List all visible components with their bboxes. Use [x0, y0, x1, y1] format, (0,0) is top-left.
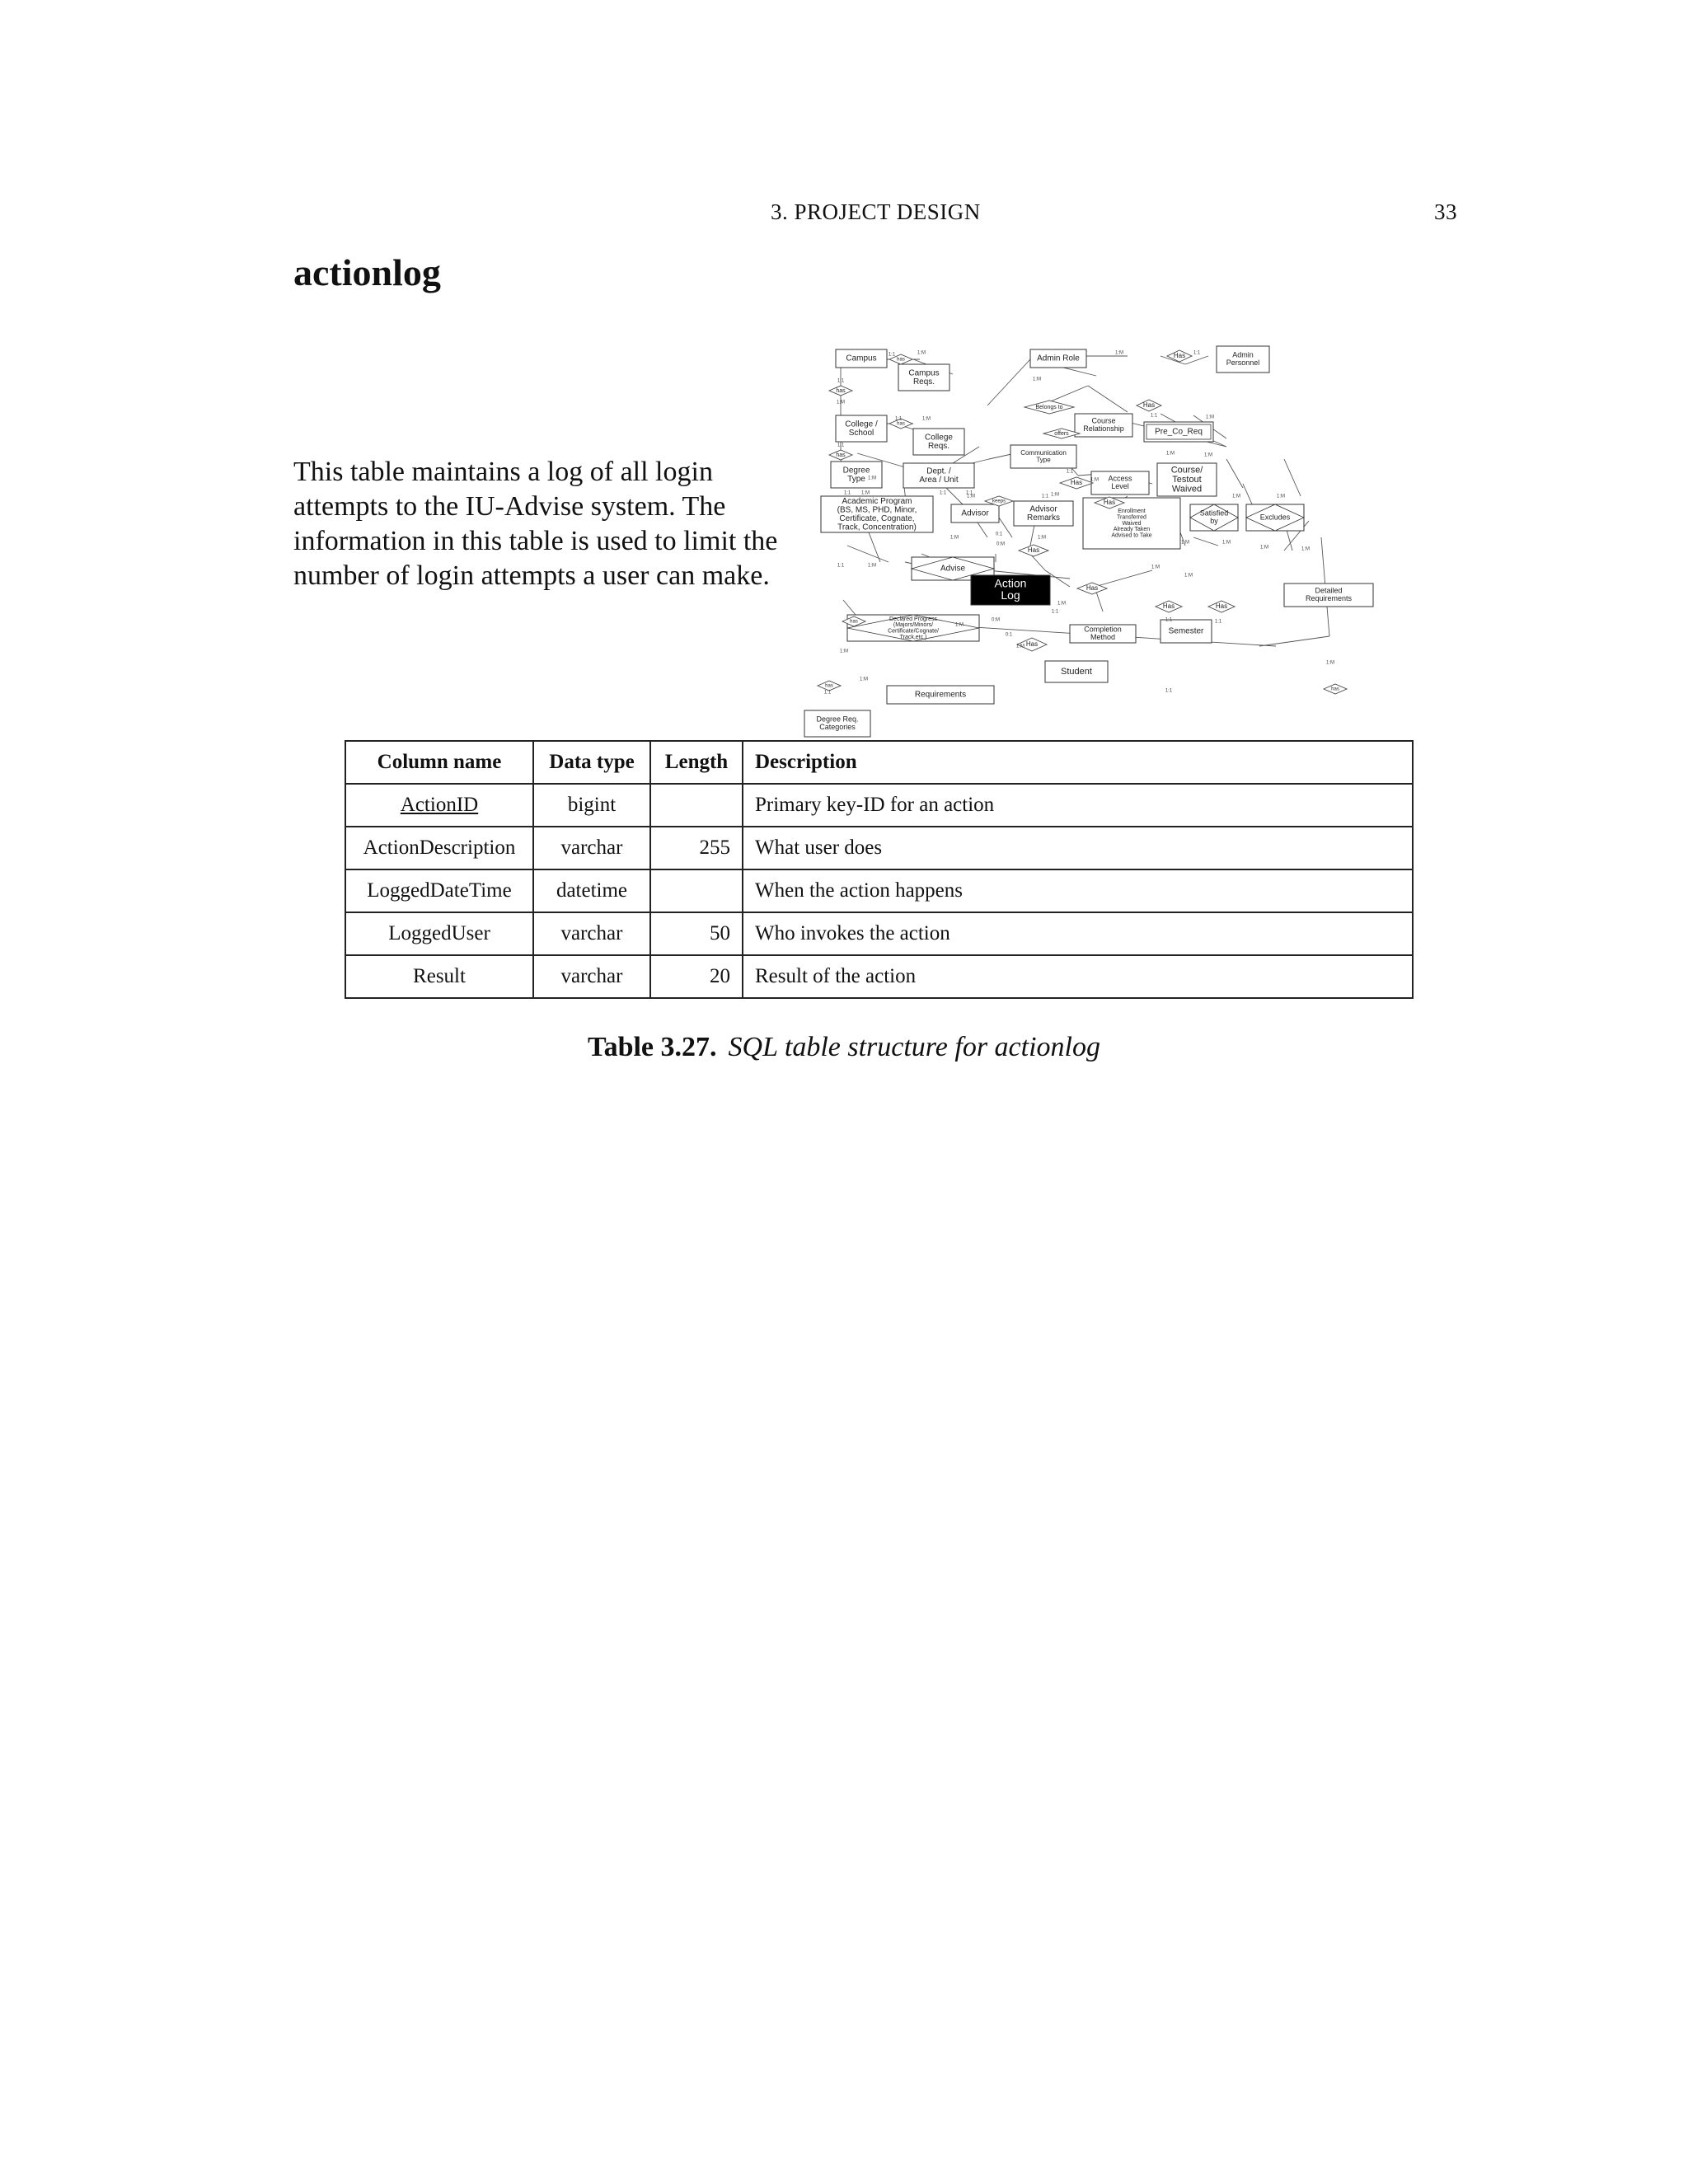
cell-column-name: LoggedDateTime: [345, 869, 533, 912]
table-row: [345, 869, 1413, 912]
cell-length: 50: [650, 912, 743, 955]
cardinality-label: 1:M: [839, 649, 849, 654]
cardinality-label: 1:M: [1032, 377, 1042, 382]
cardinality-label: 1:M: [867, 476, 877, 481]
entity-advisor-remarks-text: Remarks: [1026, 513, 1061, 523]
cardinality-label: 1:M: [954, 622, 964, 628]
cardinality-label: 1:M: [1221, 540, 1231, 546]
entity-student-text: Student: [1061, 666, 1092, 677]
cardinality-label: 1:1: [837, 378, 845, 384]
entity-degree-req-categories-text: Degree Req.: [816, 715, 859, 724]
table-header-row: [345, 741, 1413, 784]
entity-enrollment-box-text: Waived: [1122, 520, 1142, 527]
cardinality-label: 0:1: [1005, 632, 1013, 638]
entity-satisfied-by-text: Satisfied: [1199, 509, 1229, 518]
relationship-text: has: [850, 619, 858, 625]
cardinality-label: 1:M: [917, 350, 926, 356]
entity-requirements-text: Requirements: [914, 690, 967, 700]
connector-line: [987, 359, 1030, 405]
cell-data-type: varchar: [533, 955, 650, 998]
cardinality-label: 1:1: [1051, 609, 1059, 615]
cardinality-label: 1:M: [1090, 477, 1100, 483]
connector-line: [847, 546, 889, 562]
entity-course-testout-waived-text: Course/: [1170, 465, 1203, 476]
cardinality-label: 1:1: [837, 563, 845, 569]
cell-length: [650, 784, 743, 827]
cardinality-label: 1:1: [888, 352, 896, 358]
entity-dept-area-unit-text: Dept. /: [926, 466, 951, 476]
column-header-name: Column name: [345, 741, 533, 784]
connector-line: [1226, 459, 1243, 488]
page-number: 33: [1434, 199, 1457, 224]
column-header-description: Description: [743, 741, 1413, 784]
running-header: [0, 199, 1688, 232]
table-row: [345, 912, 1413, 955]
relationship-text: Has: [1103, 499, 1116, 507]
cardinality-label: 1:1: [843, 490, 851, 496]
entity-access-level-text: Level: [1111, 482, 1129, 491]
entity-admin-personnel-text: Personnel: [1226, 359, 1260, 368]
connector-line: [1088, 386, 1128, 412]
cardinality-label: 1:M: [1165, 451, 1175, 457]
relationship-text: has: [825, 683, 833, 689]
table-row: [345, 827, 1413, 869]
entity-degree-type-text: Type: [847, 474, 865, 484]
entity-academic-program-text: (BS, MS, PHD, Minor,: [837, 505, 917, 515]
cardinality-label: 1:M: [966, 494, 976, 499]
entity-pre-co-req-text: Pre_Co_Req: [1155, 427, 1203, 437]
entity-college-reqs-text: Reqs.: [927, 441, 950, 451]
entity-satisfied-by-text: by: [1210, 517, 1218, 526]
connector-line: [1193, 537, 1218, 546]
entity-semester-text: Semester: [1168, 626, 1204, 636]
cardinality-label: 1:M: [1015, 644, 1025, 649]
entity-declared-progress-text: Track,etc.): [899, 634, 927, 640]
cardinality-label: 1:1: [1066, 469, 1074, 475]
cell-data-type: datetime: [533, 869, 650, 912]
cardinality-label: 0:M: [996, 541, 1006, 547]
relationship-text: has: [836, 387, 846, 394]
cell-description: Primary key-ID for an action: [743, 784, 1413, 827]
cardinality-label: 1:M: [950, 535, 959, 541]
er-diagram: [798, 340, 1469, 740]
entity-degree-req-categories-text: Categories: [819, 723, 856, 732]
cardinality-label: 1:1: [1165, 617, 1173, 623]
cardinality-label: 1:M: [1151, 565, 1160, 570]
entity-declared-progress-text: (Majors/Minors/: [893, 622, 934, 629]
primary-key-name: ActionID: [400, 794, 479, 816]
entity-communication-type-text: Communication: [1020, 448, 1067, 457]
cell-column-name: LoggedUser: [345, 912, 533, 955]
cardinality-label: 1:1: [965, 490, 973, 496]
cardinality-label: 1:M: [1203, 452, 1213, 458]
cardinality-label: 1:M: [1184, 573, 1193, 579]
entity-enrollment-box-text: Enrollment: [1118, 509, 1146, 515]
cardinality-label: 1:1: [1150, 413, 1158, 419]
cardinality-label: 1:M: [1325, 660, 1335, 666]
relationship-text: Has: [1025, 640, 1039, 649]
section-title: actionlog: [293, 251, 441, 293]
cardinality-label: 1:M: [1301, 546, 1311, 552]
entity-detailed-requirements-text: Requirements: [1305, 594, 1353, 603]
cardinality-label: 1:1: [837, 443, 845, 448]
entity-enrollment-box-text: Already Taken: [1113, 527, 1151, 533]
cell-length: 20: [650, 955, 743, 998]
entity-campus-reqs-text: Reqs.: [912, 377, 935, 387]
entity-college-school-text: School: [848, 428, 874, 438]
cardinality-label: 1:M: [859, 677, 869, 682]
entity-course-relationship-text: Course: [1091, 416, 1116, 425]
entity-advise-text: Advise: [940, 564, 966, 574]
cell-column-name: ActionDescription: [345, 827, 533, 869]
entity-action-log-text: Action: [994, 576, 1027, 590]
cell-column-name: Result: [345, 955, 533, 998]
entity-degree-type-text: Degree: [842, 466, 870, 476]
relationship-text: Has: [1142, 401, 1156, 410]
connector-line: [1095, 570, 1152, 587]
cardinality-label: 1:M: [921, 416, 931, 422]
cardinality-label: 1:M: [1057, 601, 1067, 607]
entity-academic-program-text: Track, Concentration): [837, 523, 917, 532]
entity-declared-progress-text: Declared Progress: [889, 616, 937, 622]
cardinality-label: 1:M: [1114, 350, 1124, 356]
entity-campus-reqs-text: Campus: [908, 368, 940, 378]
caption-text: SQL table structure for actionlog: [728, 1032, 1100, 1062]
cardinality-label: 1:M: [860, 490, 870, 496]
entity-advisor-text: Advisor: [961, 509, 989, 518]
column-header-type: Data type: [533, 741, 650, 784]
relationship-text: Belongs to: [1035, 404, 1063, 410]
relationship-text: has: [897, 421, 905, 427]
cardinality-label: 0:M: [991, 617, 1001, 623]
relationship-text: keeps: [992, 499, 1006, 504]
cell-description: Result of the action: [743, 955, 1413, 998]
entity-academic-program-text: Academic Program: [842, 496, 912, 506]
relationship-text: Has: [1070, 479, 1083, 487]
sql-table: [345, 740, 1414, 999]
entity-course-relationship-text: Relationship: [1083, 424, 1124, 434]
cardinality-label: 1:1: [1193, 350, 1201, 356]
cardinality-label: 1:M: [1231, 494, 1241, 499]
cardinality-label: 1:M: [1050, 492, 1060, 498]
relationship-text: Has: [1215, 602, 1228, 611]
relationship-text: Has: [1162, 602, 1175, 611]
cardinality-label: 1:1: [1214, 619, 1222, 625]
cardinality-label: 1:1: [894, 416, 903, 422]
cardinality-label: 1:M: [1205, 415, 1215, 420]
table-caption: [0, 1032, 1688, 1063]
relationship-text: Has: [1173, 352, 1186, 360]
chapter-title: 3. PROJECT DESIGN: [771, 199, 981, 224]
cell-data-type: varchar: [533, 912, 650, 955]
table-row: [345, 784, 1413, 827]
cell-description: Who invokes the action: [743, 912, 1413, 955]
cardinality-label: 1:M: [1276, 494, 1286, 499]
entity-dept-area-unit-text: Area / Unit: [919, 475, 959, 485]
relationship-text: Has: [1085, 584, 1099, 593]
cell-data-type: varchar: [533, 827, 650, 869]
entity-detailed-requirements-text: Detailed: [1315, 586, 1343, 595]
cardinality-label: 1:1: [939, 490, 947, 496]
cardinality-label: 1:M: [1180, 540, 1190, 546]
entity-course-testout-waived-text: Testout: [1172, 474, 1202, 485]
entity-declared-progress-text: Certificate/Cognate/: [888, 628, 939, 635]
entity-enrollment-box-text: Transferred: [1117, 514, 1146, 521]
entity-academic-program-text: Certificate, Cognate,: [839, 513, 915, 523]
entity-campus-text: Campus: [846, 354, 877, 363]
entity-admin-personnel-text: Admin: [1232, 350, 1254, 359]
entity-completion-method-text: Completion: [1084, 625, 1122, 634]
relationship-text: Has: [1027, 546, 1040, 555]
connector-line: [1284, 459, 1301, 496]
entity-college-reqs-text: College: [925, 433, 953, 443]
entity-access-level-text: Access: [1108, 474, 1132, 483]
entity-advisor-remarks-text: Advisor: [1029, 504, 1057, 514]
entity-course-testout-waived-text: Waived: [1171, 484, 1203, 494]
entity-enrollment-box-text: Advised to Take: [1111, 532, 1152, 539]
cell-length: 255: [650, 827, 743, 869]
connector-line: [1259, 636, 1329, 646]
relationship-text: has: [897, 357, 905, 363]
entity-admin-role-text: Admin Role: [1037, 354, 1080, 363]
relationship-text: has: [1331, 687, 1339, 692]
caption-label: Table 3.27.: [588, 1032, 717, 1062]
cardinality-label: 1:M: [867, 563, 877, 569]
entity-college-school-text: College /: [845, 419, 878, 429]
table-row: [345, 955, 1413, 998]
cell-length: [650, 869, 743, 912]
entity-excludes-text: Excludes: [1259, 513, 1291, 522]
entity-completion-method-text: Method: [1090, 633, 1116, 642]
cardinality-label: 0:1: [995, 532, 1003, 537]
cardinality-label: 1:1: [823, 690, 832, 696]
entity-action-log-text: Log: [1001, 588, 1020, 602]
cell-description: What user does: [743, 827, 1413, 869]
entity-communication-type-text: Type: [1036, 456, 1051, 464]
cell-data-type: bigint: [533, 784, 650, 827]
cell-column-name: [345, 784, 533, 827]
column-header-length: Length: [650, 741, 743, 784]
cardinality-label: 1:M: [1037, 535, 1047, 541]
relationship-text: has: [836, 452, 846, 458]
cardinality-label: 1:1: [1165, 688, 1173, 694]
cardinality-label: 1:1: [1041, 494, 1049, 499]
intro-paragraph: This table maintains a log of all login attempts to the IU-Advise system. The information in this table is used to limit the number of login attempts a user can make.: [293, 457, 778, 591]
cell-description: When the action happens: [743, 869, 1413, 912]
cardinality-label: 1:M: [1259, 545, 1269, 551]
relationship-text: offers: [1054, 430, 1069, 437]
cardinality-label: 1:M: [836, 400, 846, 405]
